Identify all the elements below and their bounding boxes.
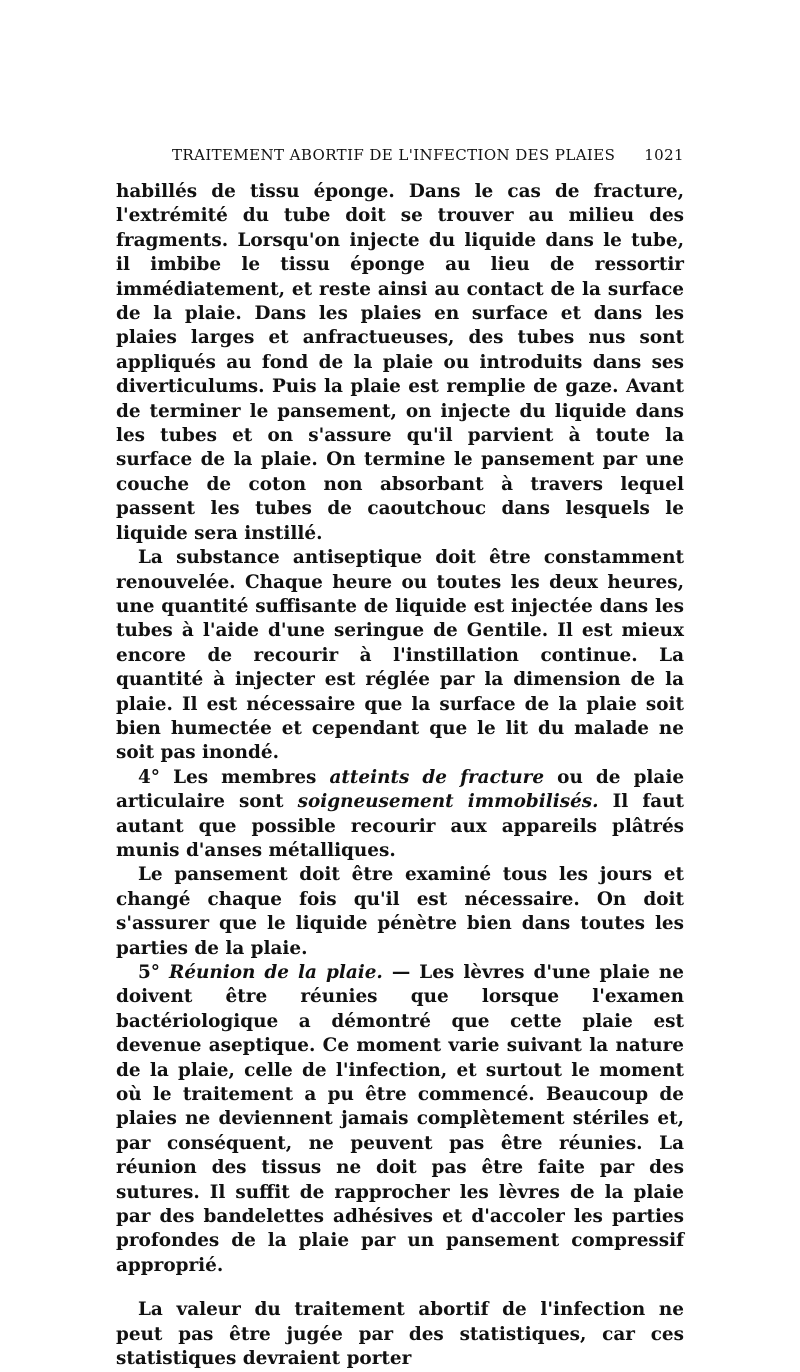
item-middle: ou de plaie articulaire sont [116, 766, 685, 813]
paragraph-wound-closure [116, 961, 684, 1278]
running-header [116, 146, 684, 164]
body-text [116, 180, 684, 1372]
item-lead: 5° [138, 962, 160, 983]
running-title: TRAITEMENT ABORTIF DE L'INFECTION DES PLAIES [172, 146, 616, 164]
item-tail: Il faut autant que possible recourir aux appareils plâtrés munis d'anses métalliques. [116, 791, 685, 861]
item-lead: 4° Les membres [138, 766, 317, 788]
paragraph-continuation: habillés de tissu éponge. Dans le cas de fracture, l'extrémité du tube doit se trouver au milieu des fragments. Lorsqu'on injecte du liquide dans le tube, il imbibe le tissu éponge au lieu de ressortir immédiatement, et reste ainsi au contact de la surface de la plaie. Dans les plaies en surface et dans les plaies larges et anfractueuses, des tubes nus sont appliqués au fond de la plaie ou introduits dans ses diverticulums. Puis la plaie est remplie de gaze. Avant de terminer le pansement, on injecte du liquide dans les tubes et on s'assure qu'il parvient à toute la surface de la plaie. On termine le pansement par une couche de coton non absorbant à travers lequel passent les tubes de caoutchouc dans lesquels le liquide sera instillé. [116, 181, 684, 544]
item-tail: — Les lèvres d'une plaie ne doivent être réunies que lorsque l'examen bactériologique a démontré que cette plaie est devenue aseptique. Ce moment varie suivant la nature de la plaie, celle de l'infection, et surtout le moment où le traitement a pu être commencé. Beaucoup de plaies ne deviennent jamais complètement stériles et, par conséquent, ne peuvent pas être réunies. La réunion des tissus ne doit pas être faite par des sutures. Il suffit de rapprocher les lèvres de la plaie par des bandelettes adhésives et d'accoler les parties profondes de la plaie par un pansement compressif approprié. [116, 962, 685, 1276]
italic-phrase: atteints de fracture [329, 766, 545, 788]
page-number: 1021 [644, 146, 684, 164]
paragraph-immobilization [116, 766, 684, 864]
paragraph-dressing-check: Le pansement doit être examiné tous les jours et changé chaque fois qu'il est nécessaire. On doit s'assurer que le liquide pénètre bien dans toutes les parties de la plaie. [116, 864, 684, 959]
italic-heading: Réunion de la plaie. [169, 962, 383, 983]
italic-phrase: soigneusement immobilisés. [297, 791, 599, 813]
paragraph-statistics: La valeur du traitement abortif de l'infection ne peut pas être jugée par des statistiques, car ces statistiques devraient porter [116, 1299, 684, 1370]
paragraph-antiseptic-renewal: La substance antiseptique doit être constamment renouvelée. Chaque heure ou toutes les deux heures, une quantité suffisante de liquide est injectée dans les tubes à l'aide d'une seringue de Gentile. Il est mieux encore de recourir à l'instillation continue. La quantité à injecter est réglée par la dimension de la plaie. Il est nécessaire que la surface de la plaie soit bien humectée et cependant que le lit du malade ne soit pas inondé. [116, 547, 684, 764]
